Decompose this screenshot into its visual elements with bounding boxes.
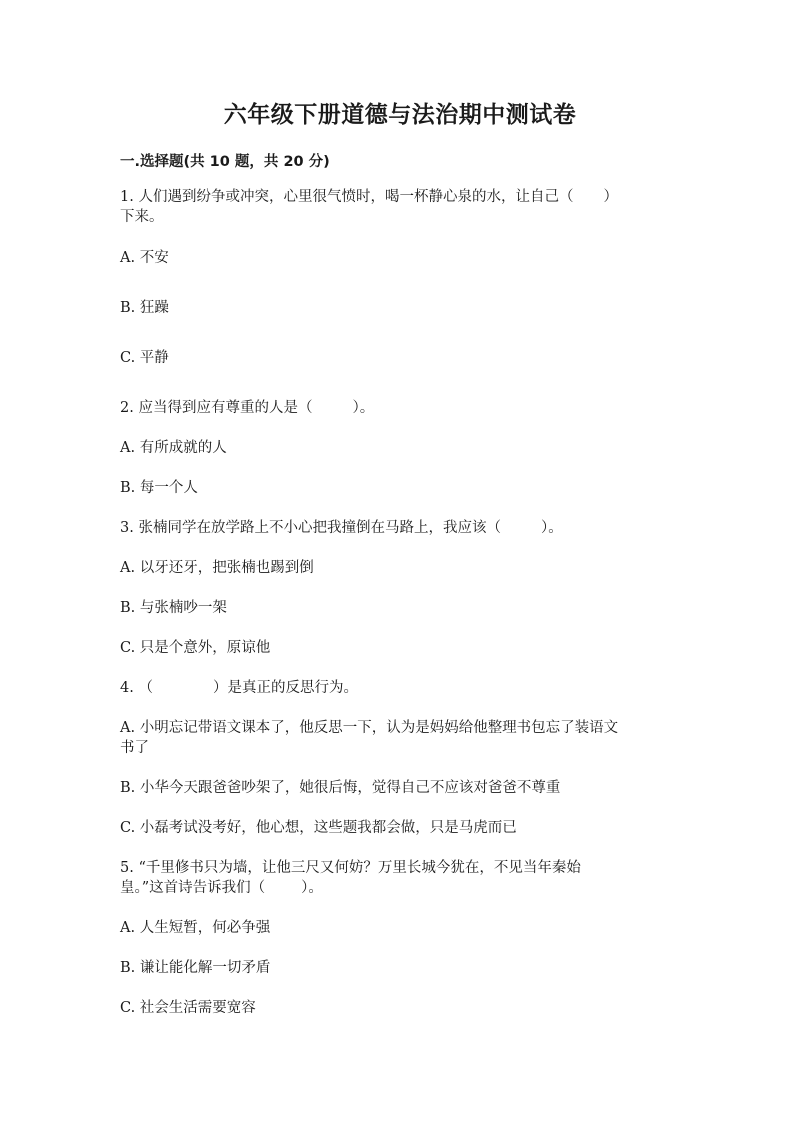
question-3-option-c: C. 只是个意外，原谅他 bbox=[120, 640, 271, 656]
question-4-option-b: B. 小华今天跟爸爸吵架了，她很后悔，觉得自己不应该对爸爸不尊重 bbox=[120, 780, 561, 796]
question-5-text: 皇。”这首诗告诉我们（ bbox=[120, 880, 266, 896]
question-1-paren-close: ） bbox=[603, 189, 618, 205]
question-5-stem: 5. “千里修书只为墙，让他三尺又何妨？万里长城今犹在，不见当年秦始 bbox=[120, 860, 581, 876]
question-3-text: 3. 张楠同学在放学路上不小心把我撞倒在马路上，我应该（ bbox=[120, 520, 501, 536]
question-2-stem bbox=[120, 398, 680, 418]
question-4-text-cont: ）是真正的反思行为。 bbox=[212, 680, 358, 696]
question-2-option-b: B. 每一个人 bbox=[120, 480, 198, 496]
question-4-option-a-cont: 书了 bbox=[120, 740, 149, 756]
question-1-stem bbox=[120, 187, 680, 207]
question-3-option-a: A. 以牙还牙，把张楠也踢到倒 bbox=[120, 560, 314, 576]
question-5-option-c: C. 社会生活需要宽容 bbox=[120, 1000, 256, 1016]
question-5-stem-cont bbox=[120, 878, 680, 898]
question-2-option-a: A. 有所成就的人 bbox=[120, 440, 227, 456]
question-3-stem bbox=[120, 518, 680, 538]
question-5-option-a: A. 人生短暂，何必争强 bbox=[120, 920, 271, 936]
question-1-option-c: C. 平静 bbox=[120, 350, 169, 366]
section-heading: 一.选择题(共 10 题，共 20 分) bbox=[120, 154, 330, 170]
question-1-option-b: B. 狂躁 bbox=[120, 300, 169, 316]
question-4-option-a: A. 小明忘记带语文课本了，他反思一下，认为是妈妈给他整理书包忘了装语文 bbox=[120, 720, 619, 736]
question-3-paren-close: ）。 bbox=[540, 520, 563, 536]
question-1-option-a: A. 不安 bbox=[120, 250, 169, 266]
question-2-paren-close: ）。 bbox=[352, 400, 375, 416]
question-4-text: 4. （ bbox=[120, 680, 153, 696]
question-2-text: 2. 应当得到应有尊重的人是（ bbox=[120, 400, 313, 416]
question-5-option-b: B. 谦让能化解一切矛盾 bbox=[120, 960, 271, 976]
question-1-stem-cont: 下来。 bbox=[120, 209, 164, 225]
question-5-paren-close: ）。 bbox=[301, 880, 323, 896]
question-4-option-c: C. 小磊考试没考好，他心想，这些题我都会做，只是马虎而已 bbox=[120, 820, 517, 836]
page-title: 六年级下册道德与法治期中测试卷 bbox=[223, 102, 577, 128]
question-4-stem bbox=[120, 678, 680, 698]
question-1-text: 1. 人们遇到纷争或冲突，心里很气愤时，喝一杯静心泉的水，让自己（ bbox=[120, 189, 574, 205]
question-3-option-b: B. 与张楠吵一架 bbox=[120, 600, 227, 616]
